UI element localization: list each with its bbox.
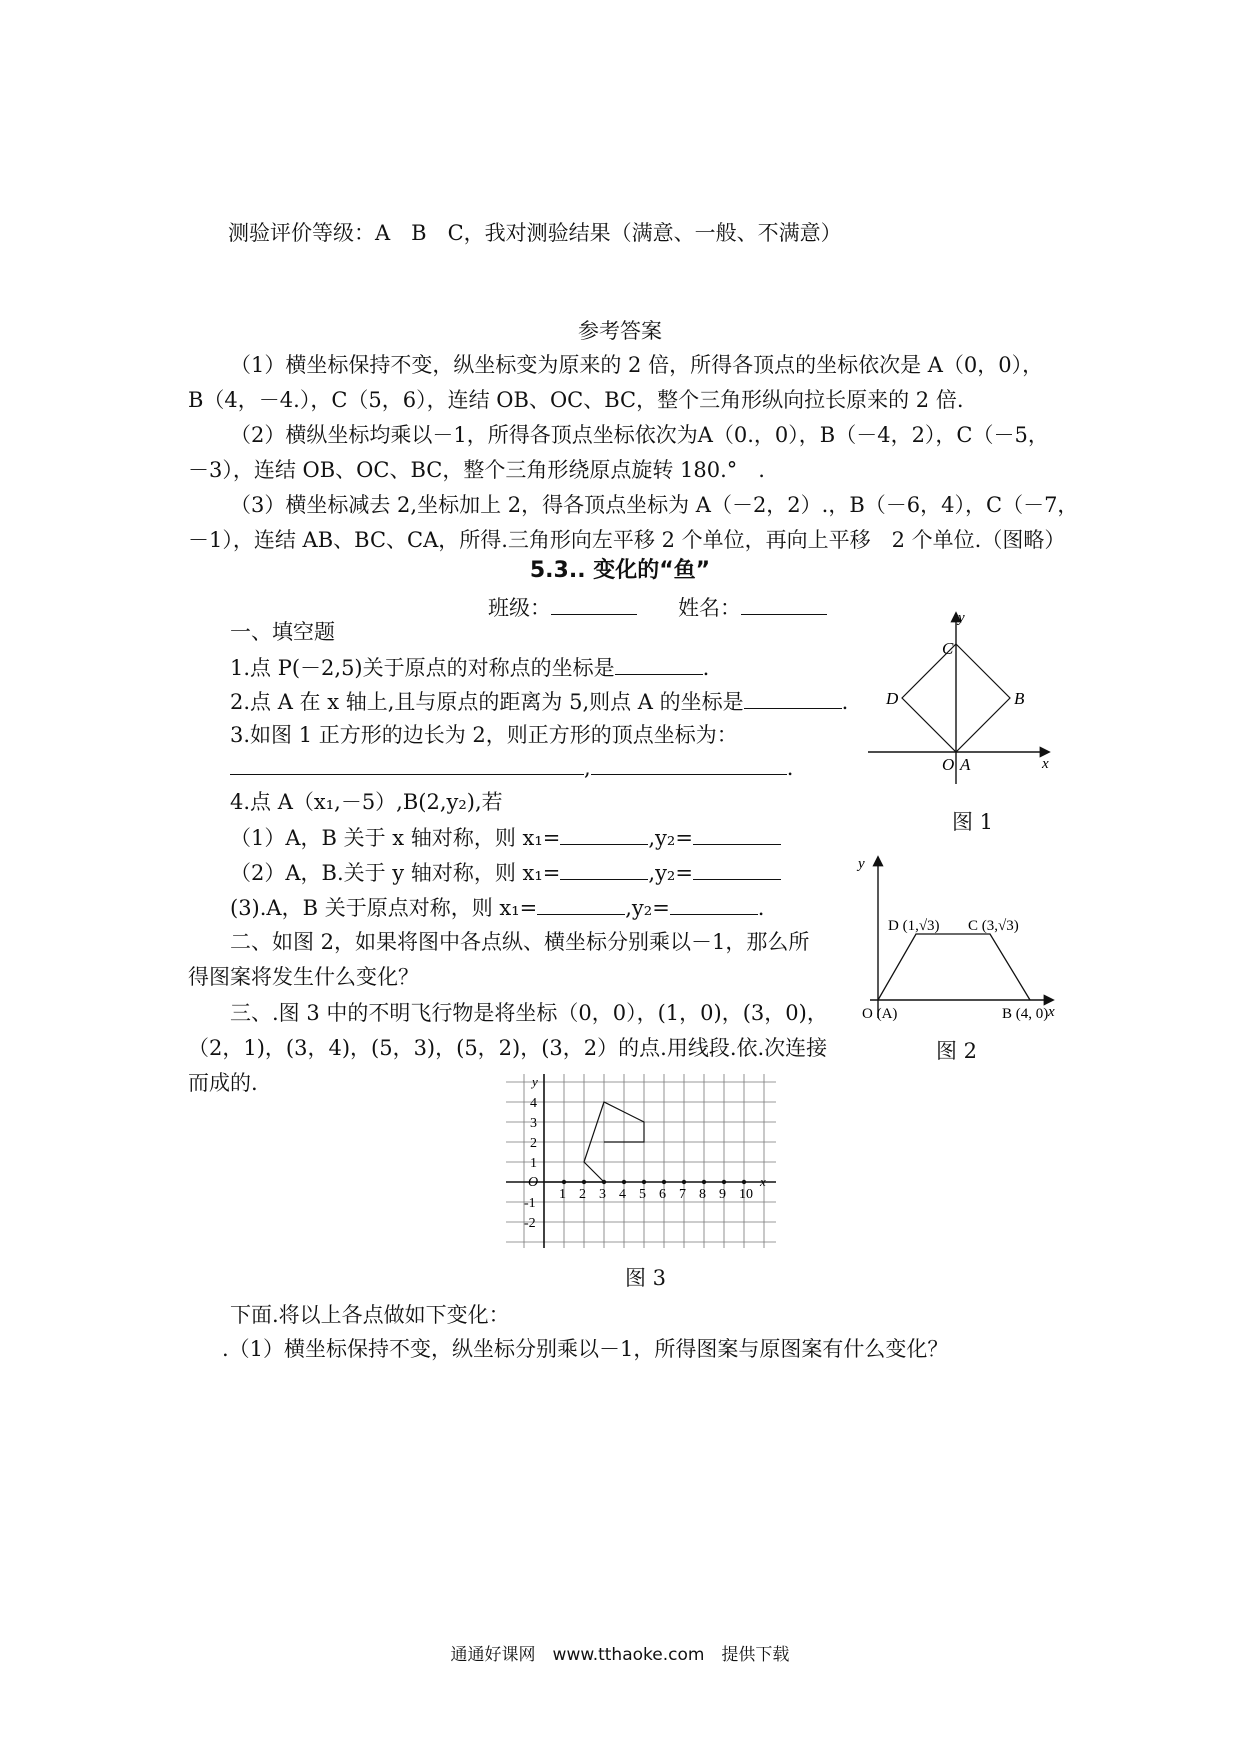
x-tick-label: 3: [599, 1187, 606, 1202]
trapezoid-shape: [878, 934, 1030, 1000]
axis-dot: [642, 1180, 646, 1184]
evaluation-line: 测验评价等级：A B C，我对测验结果（满意、一般、不满意）: [228, 221, 842, 245]
q3-line: （2，1)，(3，4)，(5，3)，(5，2)，(3，2）的点.用线段.依.次连接: [188, 1036, 828, 1060]
y2-label: ,y₂=: [648, 861, 693, 885]
answer-blank[interactable]: [537, 892, 625, 915]
answer-blank[interactable]: [693, 857, 781, 880]
question-4a: [230, 822, 781, 853]
comma: ,: [584, 756, 591, 780]
axis-dot: [582, 1180, 586, 1184]
period: .: [757, 896, 765, 920]
label-o: O: [942, 755, 955, 774]
y-tick-label: -2: [524, 1216, 536, 1231]
answer-blank[interactable]: [560, 822, 648, 845]
q2-line: 二、如图 2，如果将图中各点纵、横坐标分别乘以－1，那么所: [230, 930, 810, 954]
section-title: 5.3.. 变化的“鱼”: [529, 558, 711, 583]
y-tick-label: -1: [524, 1196, 536, 1211]
y2-label: ,y₂=: [625, 896, 670, 920]
class-blank[interactable]: [551, 592, 637, 615]
q3-line: 而成的.: [188, 1071, 258, 1095]
question-3-blanks: [230, 752, 793, 783]
figure-3-diagram: [506, 1072, 786, 1252]
figure-2-diagram: [852, 852, 1062, 1022]
label-o: O (A): [862, 1006, 898, 1022]
answer-blank[interactable]: [230, 752, 584, 775]
x-tick-label: 5: [639, 1187, 646, 1202]
question-4c-text: (3).A，B 关于原点对称，则 x₁=: [230, 896, 538, 920]
y-tick-label: 4: [530, 1096, 537, 1111]
period: .: [841, 690, 849, 714]
x-tick-label: 2: [579, 1187, 586, 1202]
transform-intro: 下面.将以上各点做如下变化：: [230, 1303, 510, 1327]
axis-dot: [722, 1180, 726, 1184]
figure-1-diagram: [860, 608, 1060, 788]
label-c: C: [942, 639, 954, 658]
x-tick-label: 4: [619, 1187, 626, 1202]
q2-line: 得图案将发生什么变化？: [188, 965, 419, 989]
answer-line: B（4，－4.），C（5，6），连结 OB、OC、BC，整个三角形纵向拉长原来的 2 倍.: [188, 388, 964, 412]
period: .: [786, 756, 794, 780]
label-c: C (3,√3): [968, 918, 1019, 934]
figure-1-caption: 图 1: [952, 810, 994, 834]
axis-dot: [622, 1180, 626, 1184]
transform-question-1: .（1）横坐标保持不变，纵坐标分别乘以－1，所得图案与原图案有什么变化？: [222, 1337, 949, 1361]
figure-2-caption: 图 2: [936, 1039, 978, 1063]
x-axis-label: x: [1042, 756, 1049, 772]
question-3: 3.如图 1 正方形的边长为 2，则正方形的顶点坐标为：: [230, 723, 738, 747]
x-tick-label: 7: [679, 1187, 686, 1202]
label-b: B: [1014, 689, 1025, 708]
question-4: 4.点 A（x₁,－5）,B(2,y₂),若: [230, 790, 503, 814]
answer-line: （1）横坐标保持不变，纵坐标变为原来的 2 倍，所得各顶点的坐标依次是 A（0，0），: [230, 353, 1044, 377]
name-blank[interactable]: [741, 592, 827, 615]
x-tick-label: 10: [739, 1187, 753, 1202]
question-4b-text: （2）A，B.关于 y 轴对称，则 x₁=: [230, 861, 561, 885]
answer-blank[interactable]: [615, 652, 703, 675]
question-2-text: 2.点 A 在 x 轴上,且与原点的距离为 5,则点 A 的坐标是: [230, 690, 744, 714]
name-label: 姓名：: [678, 596, 741, 620]
answers-heading: 参考答案: [578, 319, 662, 343]
answer-line: －1），连结 AB、BC、CA，所得.三角形向左平移 2 个单位，再向上平移 2 个单位.（图略）: [188, 528, 1066, 552]
class-field: [488, 592, 637, 623]
answer-line: （2）横纵坐标均乘以－1，所得各顶点坐标依次为A（0.，0），B（－4，2），C（－5，: [230, 423, 1049, 447]
x-tick-label: 1: [559, 1187, 566, 1202]
x-tick-label: 9: [719, 1187, 726, 1202]
q3-line: 三、.图 3 中的不明飞行物是将坐标（0，0），(1，0)，(3，0)，: [230, 1001, 828, 1025]
footer-text: 通通好课网 www.tthaoke.com 提供下载: [450, 1645, 790, 1665]
fill-heading: 一、填空题: [230, 620, 335, 644]
y-tick-label: 2: [530, 1136, 537, 1151]
question-4a-text: （1）A，B 关于 x 轴对称，则 x₁=: [230, 826, 561, 850]
period: .: [702, 656, 710, 680]
label-a: A: [960, 755, 971, 774]
figure-3-caption: 图 3: [625, 1266, 667, 1290]
question-4b: [230, 857, 781, 888]
label-d: D: [886, 689, 899, 708]
y-axis-label: y: [532, 1074, 538, 1089]
answer-line: （3）横坐标减去 2,坐标加上 2，得各顶点坐标为 A（－2，2）.，B（－6，4），C（－7，: [230, 493, 1079, 517]
name-field: [678, 592, 827, 623]
answer-line: －3），连结 OB、OC、BC，整个三角形绕原点旋转 180.° .: [188, 458, 765, 482]
answer-blank[interactable]: [591, 752, 787, 775]
class-label: 班级：: [488, 596, 551, 620]
y-tick-label: 1: [530, 1156, 537, 1171]
y2-label: ,y₂=: [648, 826, 693, 850]
question-1-text: 1.点 P(－2,5)关于原点的对称点的坐标是: [230, 656, 615, 680]
axis-dot: [602, 1180, 606, 1184]
axis-dot: [702, 1180, 706, 1184]
x-axis-label: x: [1048, 1004, 1055, 1020]
axis-dot: [662, 1180, 666, 1184]
answer-blank[interactable]: [693, 822, 781, 845]
x-tick-label: 6: [659, 1187, 666, 1202]
label-b: B (4, 0): [1002, 1006, 1049, 1022]
x-tick-label: 8: [699, 1187, 706, 1202]
answer-blank[interactable]: [560, 857, 648, 880]
y-axis-label: y: [858, 856, 865, 872]
axis-dot: [742, 1180, 746, 1184]
answer-blank[interactable]: [670, 892, 758, 915]
origin-label: O: [528, 1175, 539, 1190]
x-axis-label: x: [760, 1174, 766, 1189]
label-d: D (1,√3): [888, 918, 940, 934]
question-4c: [230, 892, 764, 923]
axis-dot: [562, 1180, 566, 1184]
question-2: [230, 686, 848, 717]
y-tick-label: 3: [530, 1116, 537, 1131]
answer-blank[interactable]: [744, 686, 842, 709]
y-axis-label: y: [958, 610, 965, 626]
question-1: [230, 652, 709, 683]
axis-dot: [682, 1180, 686, 1184]
